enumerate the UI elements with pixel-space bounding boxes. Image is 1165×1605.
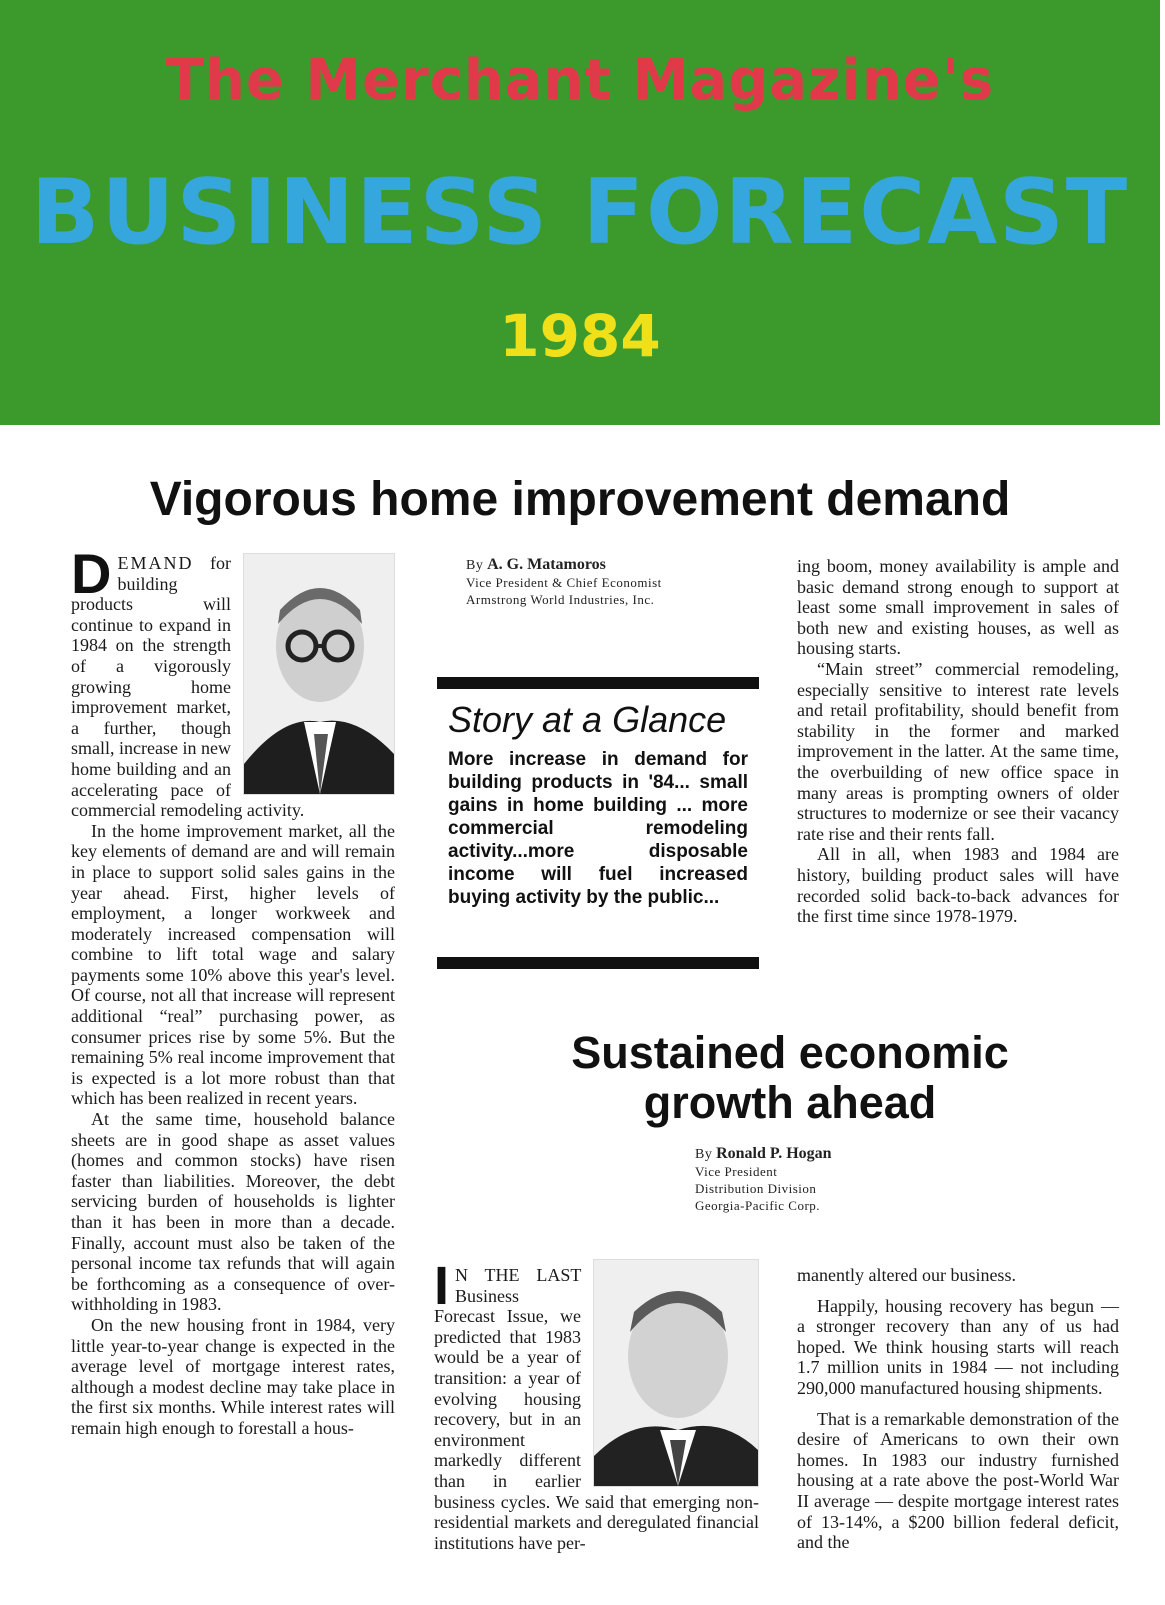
story-at-a-glance	[448, 698, 748, 909]
portrait-icon	[244, 554, 394, 794]
portrait-icon	[594, 1260, 758, 1486]
sidebar-bottom-rule	[437, 957, 759, 969]
headline-line: Sustained economic	[571, 1027, 1009, 1078]
author-company: Georgia-Pacific Corp.	[695, 1198, 821, 1213]
dropcap-d: D	[71, 542, 112, 605]
article1-headline: Vigorous home improvement demand	[149, 473, 1011, 526]
article2-column-2	[434, 1256, 759, 1553]
glance-title: Story at a Glance	[448, 699, 727, 740]
paragraph: In the home improvement market, all the key elements of demand are and will remain in place to support solid sales gains in the year ahead. First, higher levels of employment, a longer workweek and moderately increased compensation will combine to lift total wage and salary payments some 10% above this year's level. Of course, not all that increase will represent additional “real” purchasing power, as consumer prices rise by some 5%. But the remaining 5% real income improvement that is expected is a lot more robust than that which has been realized in recent years.	[71, 820, 395, 1109]
lead-paragraph: Business Forecast Issue, we predicted that 1983 would be a year of transition: a year of evolving housing recovery, but in an environment markedly different than in earlier business cycles. We said that emerging non-residential markets and deregulated financial institutions have per-	[434, 1285, 759, 1553]
author-title: Vice President	[695, 1164, 778, 1179]
forecast-year: 1984	[499, 302, 661, 370]
paragraph: “Main street” commercial remodeling, especially sensitive to interest rate levels and retail profitability, should benefit from stability in the former and marked improvement in the latter. At the same time, the overbuilding of new office space in many areas is prompting owners of older structures to modernize or see their vacancy rate rise and their rents fall.	[797, 658, 1119, 844]
sidebar-top-rule	[437, 677, 759, 689]
author-title: Vice President & Chief Economist	[466, 575, 662, 590]
lead-word: N THE LAST	[455, 1265, 581, 1285]
glance-summary: More increase in demand for building products in '84... small gains in home building ... more commercial remodeling activity...more disposable income will fuel increased buying activity by the public...	[448, 749, 748, 908]
byline-by: By	[466, 558, 484, 573]
magazine-name: The Merchant Magazine's	[165, 48, 995, 113]
paragraph: All in all, when 1983 and 1984 are history, building product sales will have recorded solid back-to-back advances for the first time since 1978-1979.	[797, 844, 1119, 927]
paragraph: That is a remarkable demonstration of the desire of Americans to own their own homes. In 1983 our industry furnished housing at a rate above the post-World War II average — despite mortgage interest rates of 13-14%, a $200 billion federal deficit, and the	[797, 1408, 1119, 1553]
lead-word: EMAND	[117, 553, 194, 573]
paragraph: Happily, housing recovery has begun — a stronger recovery than any of us had hoped. We think housing starts will reach 1.7 million units in 1984 — not including 290,000 manufactured housing shipments.	[797, 1295, 1119, 1398]
headline-line: growth ahead	[643, 1077, 937, 1128]
author-name: A. G. Matamoros	[487, 556, 606, 573]
article2-headline	[470, 1028, 1110, 1128]
lead-paragraph: for building products will continue to expand in 1984 on the strength of a vigorously growing home improvement market, a further, though small, increase in new home building and an accelerating pace of commercial remodeling activity.	[71, 553, 305, 821]
masthead-banner	[0, 0, 1160, 425]
author-company: Armstrong World Industries, Inc.	[466, 592, 655, 607]
continuation-text: ing boom, money availability is ample and basic demand strong enough to support at least some small improvement in sales of both new and existing houses, as well as housing starts.	[797, 556, 1119, 659]
author-name: Ronald P. Hogan	[716, 1145, 832, 1162]
section-title: BUSINESS FORECAST	[30, 160, 1130, 265]
author-division: Distribution Division	[695, 1181, 817, 1196]
article1-byline	[466, 556, 756, 608]
author-photo-hogan	[593, 1259, 759, 1487]
paragraph: At the same time, household balance sheets are in good shape as asset values (homes and common stocks) have risen faster than liabilities. Moreover, the debt servicing burden of households is lighter than it has been in more than a decade. Finally, account must also be taken of the personal income tax refunds that will again be forthcoming as a consequence of over-withholding in 1983.	[71, 1109, 395, 1315]
paragraph: On the new housing front in 1984, very little year-to-year change is expected in the average level of mortgage interest rates, although a modest decline may take place in the first six months. While interest rates will remain high enough to forestall a hous-	[71, 1314, 395, 1438]
author-photo-matamoros	[243, 553, 395, 795]
dropcap-i: I	[434, 1256, 450, 1316]
article1-column-3	[797, 556, 1119, 927]
continuation-text: manently altered our business.	[797, 1265, 1016, 1285]
article1-column-1	[71, 542, 395, 1439]
article2-byline	[695, 1145, 995, 1214]
byline-by: By	[695, 1147, 713, 1162]
article2-column-3	[797, 1265, 1119, 1553]
